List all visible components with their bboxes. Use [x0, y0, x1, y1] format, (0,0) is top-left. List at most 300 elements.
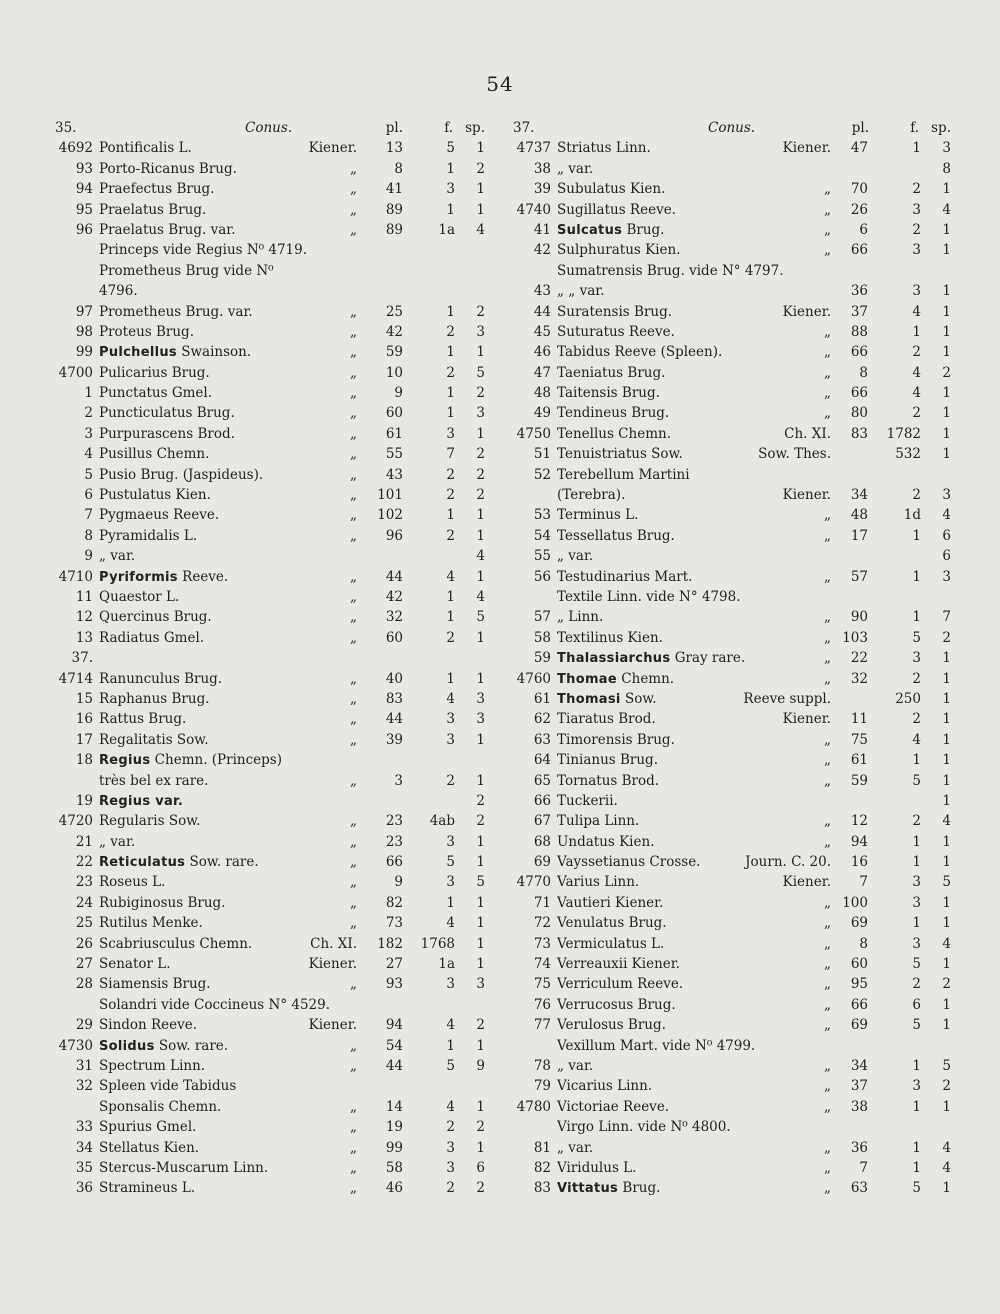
plate-number: 8	[394, 160, 403, 177]
species-name	[557, 648, 745, 669]
entry-number: 33	[75, 1119, 93, 1136]
species-name-bold: Pulchellus	[99, 345, 177, 361]
species-name-bold: Sulcatus	[557, 222, 623, 238]
specimen-count: 3	[476, 323, 485, 340]
specimen-count: 4	[942, 1139, 951, 1156]
specimen-count: 4	[942, 1159, 951, 1176]
plate-number: 83	[850, 425, 868, 442]
specimen-count: 4	[476, 221, 485, 238]
specimen-count: 1	[476, 507, 485, 524]
catalog-entry-row	[55, 444, 495, 464]
right-entry-list	[513, 138, 953, 1198]
species-name	[557, 220, 664, 241]
author-reference: „	[824, 833, 831, 850]
right-column	[513, 118, 953, 1199]
specimen-header: sp.	[465, 120, 485, 136]
specimen-count: 1	[942, 303, 951, 320]
catalog-entry-row	[55, 709, 495, 729]
species-name	[557, 1117, 731, 1137]
entry-number: 44	[533, 303, 551, 320]
specimen-count: 2	[476, 466, 485, 483]
entry-number: 26	[75, 935, 93, 952]
entry-number: 18	[75, 752, 93, 769]
plate-number: 55	[385, 446, 403, 463]
entry-number: 56	[533, 568, 551, 585]
species-name	[99, 261, 274, 281]
catalog-entry-row	[513, 587, 953, 607]
species-name-text: Tendineus Brug.	[557, 405, 670, 422]
plate-number: 19	[385, 1119, 403, 1136]
plate-header: pl.	[851, 120, 869, 136]
author-reference: „	[350, 344, 357, 361]
catalog-entry-row	[55, 689, 495, 709]
author-reference: „	[350, 731, 357, 748]
species-name-text: Tessellatus Brug.	[557, 527, 675, 544]
species-name-text: Sow. rare.	[154, 1037, 229, 1054]
author-reference: „	[350, 1159, 357, 1176]
catalog-entry-row	[55, 322, 495, 342]
species-name-text: Spurius Gmel.	[99, 1119, 197, 1136]
entry-number: 48	[533, 385, 551, 402]
author-reference: „	[350, 221, 357, 238]
specimen-count: 1	[942, 344, 951, 361]
specimen-count: 4	[942, 201, 951, 218]
species-name-text: Solandri vide Coccineus N° 4529.	[99, 996, 331, 1013]
specimen-count: 2	[476, 303, 485, 320]
plate-number: 39	[385, 731, 403, 748]
catalog-entry-row	[513, 179, 953, 199]
entry-number: 4740	[516, 201, 551, 218]
entry-number: 25	[75, 915, 93, 932]
catalog-entry-row	[513, 893, 953, 913]
catalog-entry-row	[513, 281, 953, 301]
plate-number: 83	[385, 690, 403, 707]
plate-number: 43	[385, 466, 403, 483]
entry-number: 46	[533, 344, 551, 361]
specimen-count: 5	[942, 874, 951, 891]
plate-number: 14	[385, 1098, 403, 1115]
plate-number: 37	[850, 1078, 868, 1095]
specimen-count: 1	[942, 242, 951, 259]
species-name	[99, 730, 209, 750]
specimen-count: 5	[476, 874, 485, 891]
specimen-count: 1	[476, 140, 485, 157]
entry-number: 97	[75, 303, 93, 320]
section-number: 37.	[513, 120, 535, 136]
figure-number: 1	[912, 1098, 921, 1115]
catalog-entry-row	[55, 1015, 495, 1035]
plate-number: 8	[859, 364, 868, 381]
catalog-entry-row	[513, 363, 953, 383]
author-reference: Kiener.	[308, 140, 357, 157]
entry-number: 57	[533, 609, 551, 626]
figure-number: 2	[912, 344, 921, 361]
figure-number: 1782	[886, 425, 921, 442]
figure-number: 2	[446, 323, 455, 340]
catalog-entry-row	[513, 465, 953, 485]
catalog-entry-row	[513, 220, 953, 240]
catalog-entry-row	[513, 791, 953, 811]
species-name-text: „ var.	[99, 548, 136, 565]
figure-number: 1d	[903, 507, 921, 524]
entry-number: 51	[533, 446, 551, 463]
species-name-text: Pontificalis L.	[99, 140, 192, 157]
specimen-count: 1	[476, 915, 485, 932]
species-name	[557, 383, 660, 403]
entry-number: 68	[533, 833, 551, 850]
figure-number: 1	[912, 140, 921, 157]
entry-number: 36	[75, 1180, 93, 1197]
figure-number: 2	[446, 1119, 455, 1136]
figure-number: 5	[912, 629, 921, 646]
entry-number: 63	[533, 731, 551, 748]
plate-number: 12	[850, 813, 868, 830]
specimen-count: 2	[476, 1180, 485, 1197]
specimen-count: 1	[942, 405, 951, 422]
species-name-text: (Terebra).	[557, 487, 626, 504]
species-name-text: Subulatus Kien.	[557, 181, 666, 198]
catalog-entry-row	[513, 689, 953, 709]
catalog-entry-row	[55, 995, 495, 1015]
author-reference: „	[350, 772, 357, 789]
specimen-count: 5	[476, 364, 485, 381]
specimen-count: 2	[476, 385, 485, 402]
species-name	[557, 954, 680, 974]
figure-number: 3	[446, 711, 455, 728]
plate-number: 42	[385, 588, 403, 605]
species-name	[557, 771, 659, 791]
plate-number: 75	[850, 731, 868, 748]
entry-number: 55	[533, 548, 551, 565]
figure-number: 2	[446, 1180, 455, 1197]
figure-header: f.	[910, 120, 919, 136]
plate-number: 182	[377, 935, 403, 952]
plate-number: 61	[385, 425, 403, 442]
species-name	[99, 424, 235, 444]
specimen-count: 2	[942, 364, 951, 381]
species-name-text: Quercinus Brug.	[99, 609, 212, 626]
species-name	[557, 179, 665, 199]
species-name-text: Verreauxii Kiener.	[557, 956, 681, 973]
specimen-count: 1	[942, 221, 951, 238]
species-name-text: „ Linn.	[557, 609, 604, 626]
plate-number: 13	[385, 140, 403, 157]
species-name-text: Purpurascens Brod.	[99, 425, 235, 442]
plate-number: 22	[850, 650, 868, 667]
entry-number: 27	[75, 956, 93, 973]
author-reference: Kiener.	[782, 303, 831, 320]
entry-number: 28	[75, 976, 93, 993]
species-name-text: Sow.	[620, 690, 657, 707]
entry-number: 23	[75, 874, 93, 891]
species-name	[557, 811, 639, 831]
species-name	[99, 302, 253, 322]
author-reference: „	[350, 568, 357, 585]
catalog-entry-row	[513, 709, 953, 729]
specimen-count: 1	[942, 833, 951, 850]
species-name	[557, 342, 722, 362]
figure-number: 5	[446, 1057, 455, 1074]
figure-number: 1	[912, 915, 921, 932]
catalog-entry-row	[55, 403, 495, 423]
entry-number: 4700	[58, 364, 93, 381]
figure-number: 3	[446, 976, 455, 993]
plate-number: 95	[850, 976, 868, 993]
species-name-text: Chemn.	[617, 670, 675, 687]
author-reference: „	[350, 507, 357, 524]
entry-number: 62	[533, 711, 551, 728]
species-name	[99, 567, 228, 588]
species-name	[99, 444, 209, 464]
species-name-text: Brug.	[618, 1180, 661, 1197]
author-reference: „	[824, 1017, 831, 1034]
species-name	[99, 689, 210, 709]
species-name	[557, 669, 674, 690]
figure-number: 1	[446, 588, 455, 605]
entry-number: 4	[84, 446, 93, 463]
plate-number: 38	[850, 1098, 868, 1115]
author-reference: „	[824, 1139, 831, 1156]
plate-number: 102	[377, 507, 403, 524]
specimen-count: 1	[476, 201, 485, 218]
figure-number: 250	[895, 690, 921, 707]
species-name	[557, 607, 603, 627]
specimen-count: 1	[476, 670, 485, 687]
specimen-count: 3	[942, 568, 951, 585]
specimen-count: 3	[476, 690, 485, 707]
species-name-text: Tinianus Brug.	[557, 752, 658, 769]
species-name-text: Senator L.	[99, 956, 171, 973]
specimen-count: 1	[476, 772, 485, 789]
catalog-entry-row	[55, 1056, 495, 1076]
author-reference: „	[824, 609, 831, 626]
specimen-count: 1	[942, 792, 951, 809]
author-reference: „	[350, 385, 357, 402]
species-name-bold: Regius var.	[99, 793, 184, 809]
genus-heading: Conus.	[245, 120, 293, 136]
species-name-text: Tuckerii.	[557, 792, 618, 809]
specimen-count: 9	[476, 1057, 485, 1074]
specimen-count: 2	[476, 813, 485, 830]
species-name-text: Testudinarius Mart.	[557, 568, 693, 585]
entry-number: 16	[75, 711, 93, 728]
species-name-text: Praelatus Brug. var.	[99, 221, 236, 238]
figure-number: 2	[912, 711, 921, 728]
catalog-entry-row	[55, 893, 495, 913]
catalog-entry-row	[55, 505, 495, 525]
specimen-count: 1	[942, 752, 951, 769]
species-name-text: Raphanus Brug.	[99, 690, 210, 707]
species-name-text: Prometheus Brug vide N⁰	[99, 262, 274, 279]
left-column	[55, 118, 495, 1199]
species-name-text: Regalitatis Sow.	[99, 731, 209, 748]
catalog-entry-row	[513, 730, 953, 750]
catalog-entry-row	[55, 363, 495, 383]
species-name	[99, 403, 235, 423]
figure-number: 4	[912, 385, 921, 402]
specimen-count: 1	[476, 935, 485, 952]
plate-number: 90	[850, 609, 868, 626]
author-reference: „	[824, 772, 831, 789]
specimen-count: 1	[476, 833, 485, 850]
figure-number: 7	[446, 446, 455, 463]
catalog-entry-row	[55, 424, 495, 444]
species-name-text: Praefectus Brug.	[99, 181, 215, 198]
section-number: 35.	[55, 120, 77, 136]
entry-number: 43	[533, 283, 551, 300]
species-name	[99, 913, 203, 933]
species-name	[99, 811, 200, 831]
plate-number: 73	[385, 915, 403, 932]
figure-number: 3	[446, 1159, 455, 1176]
species-name	[557, 567, 692, 587]
species-name-text: Rutilus Menke.	[99, 915, 203, 932]
species-name-text: Roseus L.	[99, 874, 166, 891]
species-name-text: Vexillum Mart. vide N⁰ 4799.	[557, 1037, 756, 1054]
species-name-text: Brug.	[622, 221, 665, 238]
species-name	[99, 281, 138, 301]
entry-number: 61	[533, 690, 551, 707]
entry-number: 45	[533, 323, 551, 340]
author-reference: „	[824, 670, 831, 687]
entry-number: 4780	[516, 1098, 551, 1115]
figure-number: 1	[912, 1057, 921, 1074]
species-name-text: Ranunculus Brug.	[99, 670, 223, 687]
catalog-entry-row	[513, 872, 953, 892]
entry-number: 71	[533, 894, 551, 911]
species-name-text: Terminus L.	[557, 507, 639, 524]
species-name	[557, 363, 665, 383]
catalog-entry-row	[55, 974, 495, 994]
author-reference: „	[350, 364, 357, 381]
plate-number: 7	[859, 874, 868, 891]
species-name	[99, 791, 183, 812]
entry-number: 59	[533, 650, 551, 667]
entry-number: 3	[84, 425, 93, 442]
specimen-count: 1	[476, 425, 485, 442]
species-name	[557, 1178, 660, 1199]
plate-number: 58	[385, 1159, 403, 1176]
catalog-entry-row	[55, 485, 495, 505]
plate-number: 11	[850, 711, 868, 728]
specimen-count: 4	[942, 813, 951, 830]
species-name	[99, 1056, 205, 1076]
author-reference: „	[350, 487, 357, 504]
figure-number: 6	[912, 996, 921, 1013]
entry-number: 4692	[58, 140, 93, 157]
catalog-entry-row	[513, 1158, 953, 1178]
species-name	[99, 1076, 236, 1096]
author-reference: „	[824, 1159, 831, 1176]
species-name	[557, 505, 638, 525]
species-name-text: Suratensis Brug.	[557, 303, 673, 320]
entry-number: 9	[84, 548, 93, 565]
specimen-count: 1	[476, 1037, 485, 1054]
specimen-count: 4	[942, 507, 951, 524]
plate-number: 60	[385, 629, 403, 646]
specimen-count: 1	[942, 446, 951, 463]
entry-number: 81	[533, 1139, 551, 1156]
plate-number: 66	[850, 385, 868, 402]
specimen-count: 2	[476, 487, 485, 504]
plate-number: 40	[385, 670, 403, 687]
plate-number: 37	[850, 303, 868, 320]
author-reference: „	[824, 385, 831, 402]
species-name-text: Rattus Brug.	[99, 711, 187, 728]
plate-number: 6	[859, 221, 868, 238]
species-name-text: Reeve.	[177, 568, 229, 585]
species-name	[557, 485, 625, 505]
entry-number: 24	[75, 894, 93, 911]
figure-number: 2	[446, 772, 455, 789]
species-name-text: Virgo Linn. vide N⁰ 4800.	[557, 1119, 731, 1136]
author-reference: „	[824, 527, 831, 544]
plate-number: 32	[385, 609, 403, 626]
left-entry-list	[55, 138, 495, 1198]
author-reference: „	[824, 752, 831, 769]
species-name-text: Spectrum Linn.	[99, 1057, 206, 1074]
specimen-count: 4	[476, 548, 485, 565]
figure-number: 1a	[438, 221, 455, 238]
species-name-text: Sumatrensis Brug. vide N° 4797.	[557, 262, 784, 279]
plate-number: 23	[385, 833, 403, 850]
plate-number: 57	[850, 568, 868, 585]
author-reference: „	[350, 976, 357, 993]
figure-number: 2	[446, 629, 455, 646]
species-name-text: Pygmaeus Reeve.	[99, 507, 220, 524]
figure-number: 1	[912, 527, 921, 544]
species-name-text: Stellatus Kien.	[99, 1139, 200, 1156]
figure-number: 4	[446, 568, 455, 585]
specimen-count: 4	[942, 935, 951, 952]
specimen-count: 1	[942, 690, 951, 707]
catalog-entry-row	[513, 342, 953, 362]
entry-number: 42	[533, 242, 551, 259]
entry-number: 4730	[58, 1037, 93, 1054]
catalog-entry-row	[513, 1056, 953, 1076]
entry-number: 4714	[58, 670, 93, 687]
catalog-entry-row	[55, 383, 495, 403]
species-name	[99, 771, 208, 791]
plate-number: 93	[385, 976, 403, 993]
species-name	[557, 159, 593, 179]
species-name-text: „ var.	[99, 833, 136, 850]
figure-number: 1	[446, 385, 455, 402]
specimen-header: sp.	[931, 120, 951, 136]
author-reference: „	[824, 181, 831, 198]
figure-number: 3	[912, 894, 921, 911]
figure-number: 1	[912, 854, 921, 871]
plate-number: 27	[385, 956, 403, 973]
plate-number: 36	[850, 283, 868, 300]
species-name	[557, 1138, 593, 1158]
entry-number: 11	[75, 588, 93, 605]
figure-number: 532	[895, 446, 921, 463]
plate-number: 34	[850, 487, 868, 504]
entry-number: 94	[75, 181, 93, 198]
specimen-count: 1	[476, 629, 485, 646]
author-reference: „	[350, 1119, 357, 1136]
species-name	[99, 974, 211, 994]
species-name-text: „ „ var.	[557, 283, 605, 300]
species-name	[99, 485, 211, 505]
species-name-text: Tulipa Linn.	[557, 813, 640, 830]
entry-number: 2	[84, 405, 93, 422]
species-name	[99, 587, 179, 607]
entry-number: 98	[75, 323, 93, 340]
author-reference: „	[350, 1180, 357, 1197]
species-name	[557, 1015, 666, 1035]
